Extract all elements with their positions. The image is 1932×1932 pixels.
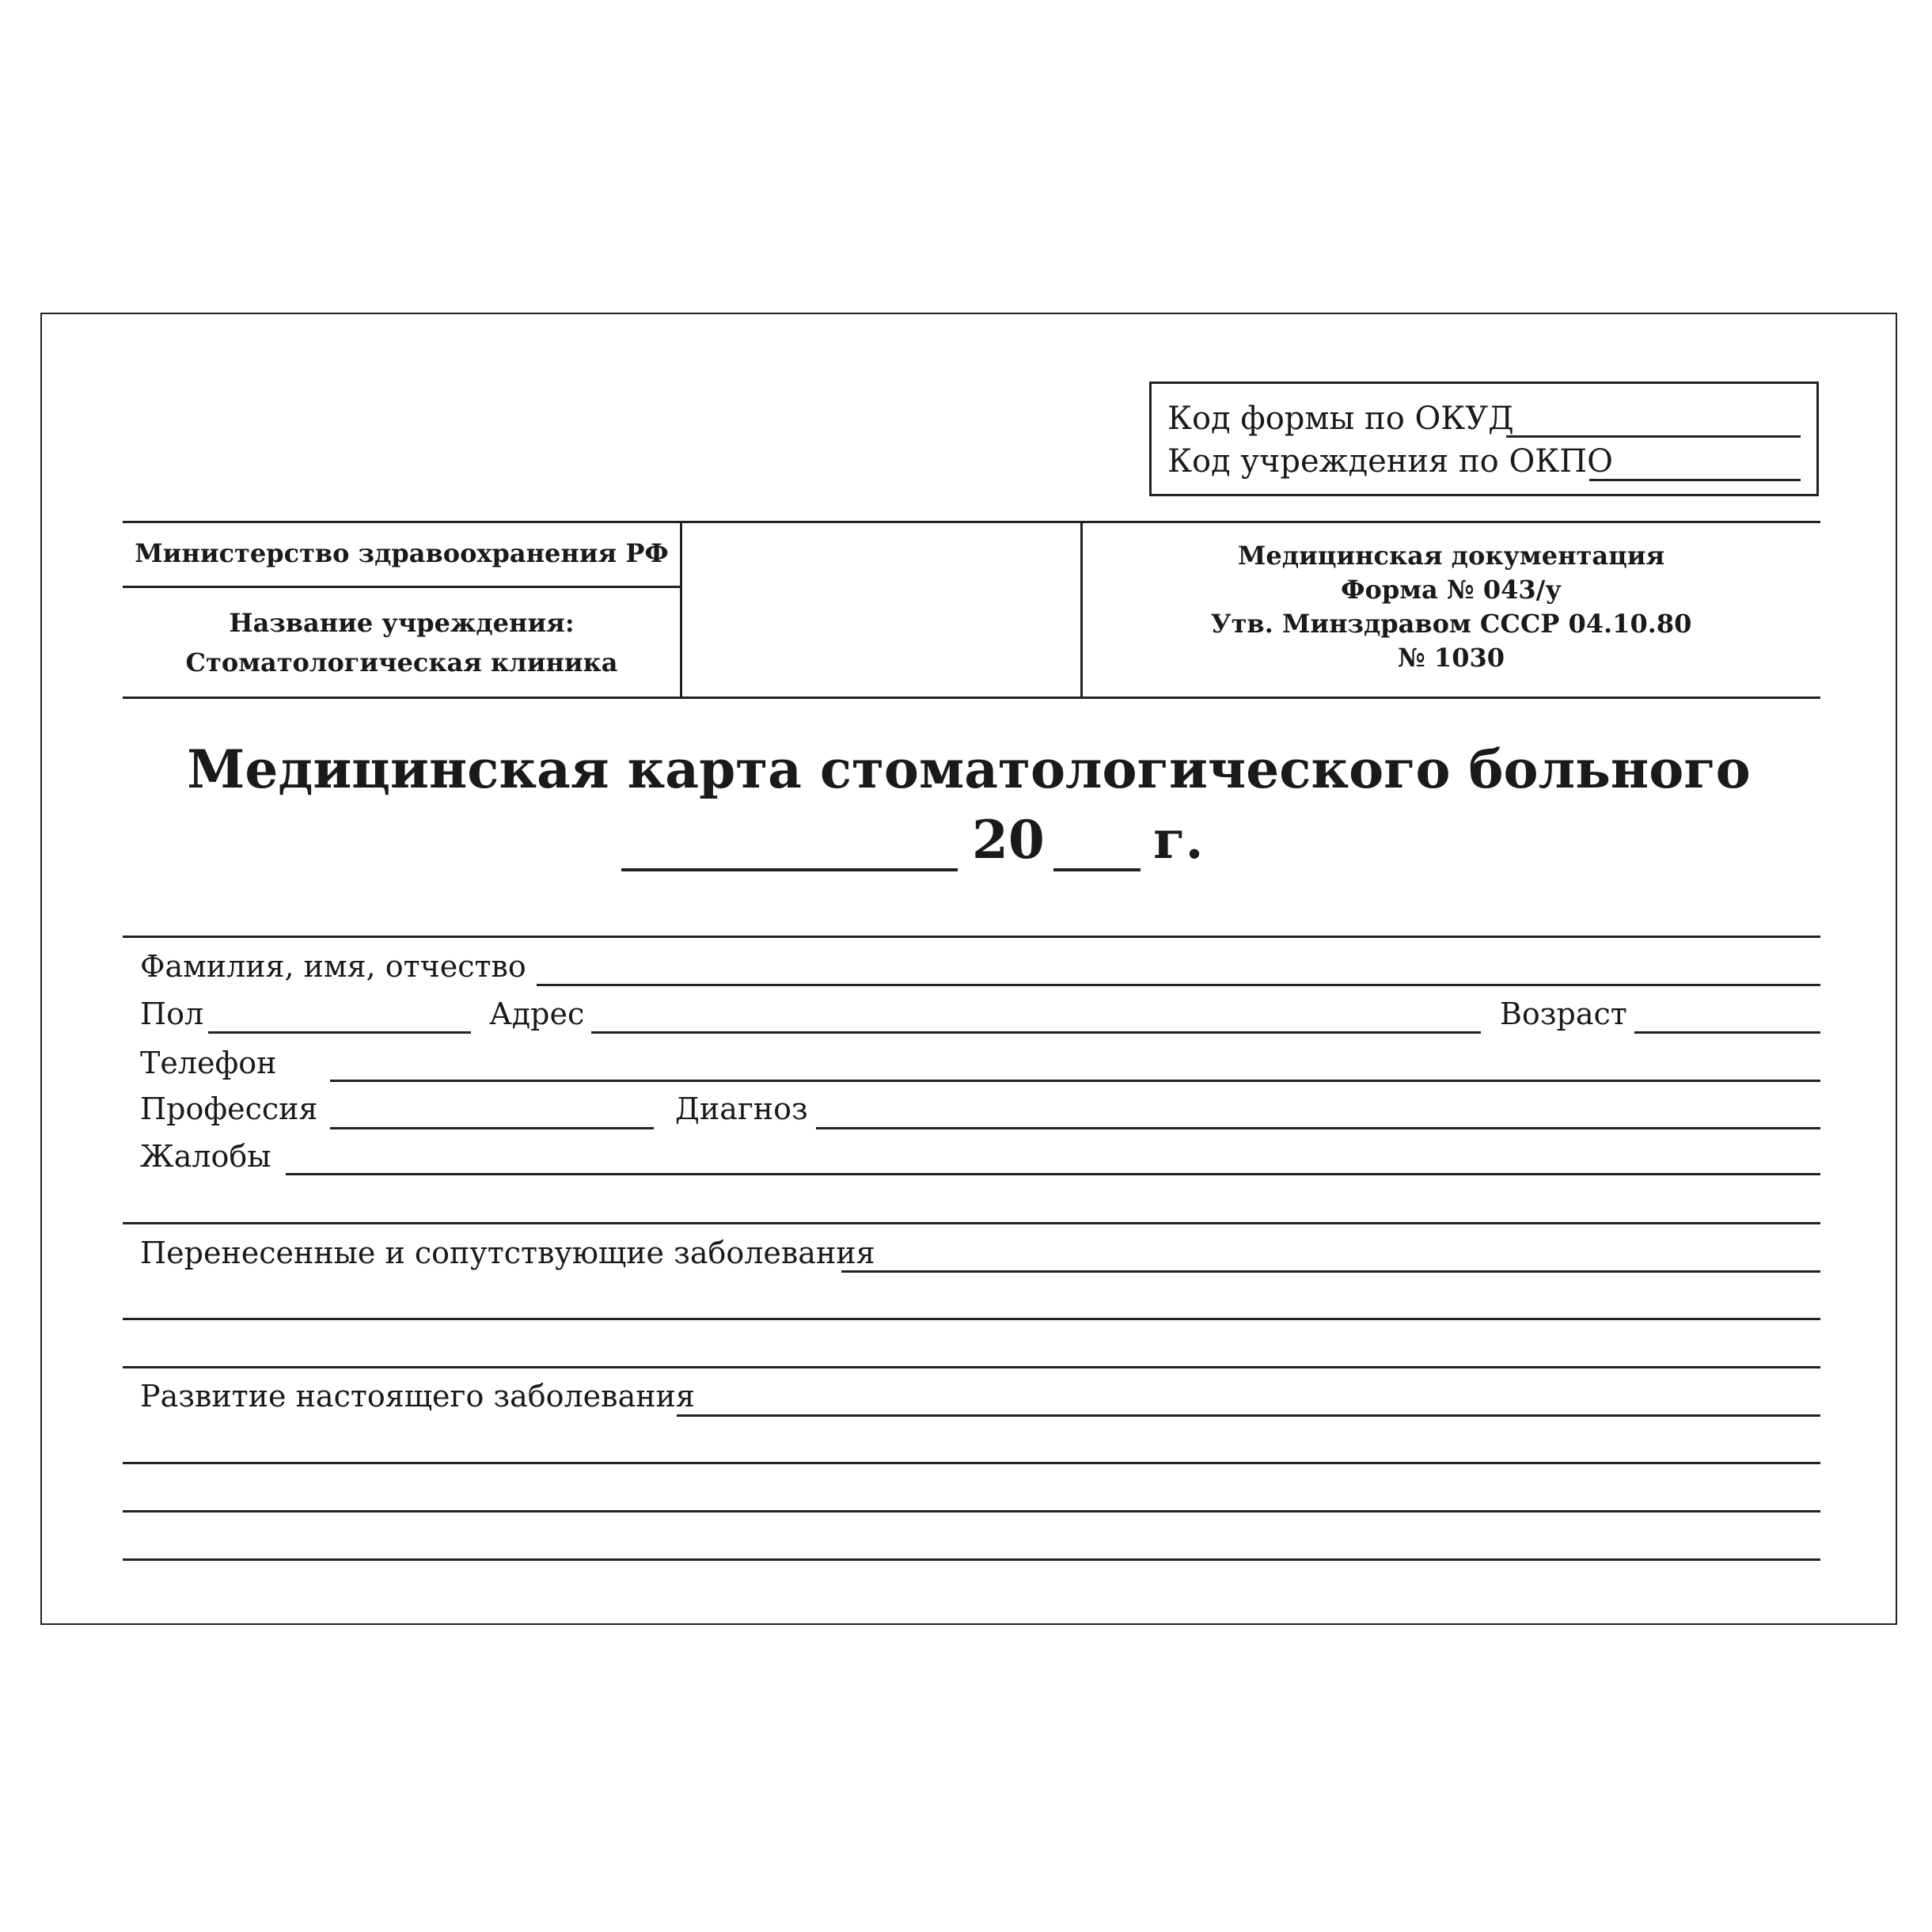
institution-label: Название учреждения: bbox=[229, 608, 575, 638]
age-field[interactable] bbox=[1634, 1031, 1820, 1034]
diagnosis-label: Диагноз bbox=[675, 1091, 808, 1126]
current-disease-top-rule bbox=[123, 1366, 1820, 1368]
okud-field[interactable] bbox=[1506, 435, 1801, 438]
approval-info: Утв. Минздравом СССР 04.10.80 bbox=[1210, 609, 1692, 639]
past-diseases-label: Перенесенные и сопутствующие заболевания bbox=[140, 1235, 875, 1270]
sex-label: Пол bbox=[140, 996, 204, 1031]
complaints-field[interactable] bbox=[286, 1173, 1820, 1175]
year-field[interactable] bbox=[1053, 868, 1141, 871]
institution-name: Стоматологическая клиника bbox=[185, 647, 618, 678]
profession-label: Профессия bbox=[140, 1091, 318, 1126]
header-top-rule bbox=[123, 521, 1820, 523]
complaints-label: Жалобы bbox=[140, 1139, 271, 1174]
okpo-field[interactable] bbox=[1589, 479, 1801, 481]
year-suffix: г. bbox=[1153, 809, 1204, 871]
address-label: Адрес bbox=[489, 996, 585, 1031]
form-number: Форма № 043/у bbox=[1341, 575, 1562, 605]
diagnosis-field[interactable] bbox=[816, 1127, 1820, 1129]
age-label: Возраст bbox=[1500, 996, 1627, 1031]
fields-top-rule bbox=[123, 936, 1820, 938]
address-field[interactable] bbox=[591, 1031, 1481, 1034]
past-diseases-field[interactable] bbox=[841, 1270, 1820, 1273]
full-name-label: Фамилия, имя, отчество bbox=[140, 949, 526, 984]
date-field[interactable] bbox=[621, 868, 958, 871]
sex-field[interactable] bbox=[208, 1031, 471, 1034]
header-left-divider bbox=[123, 586, 681, 588]
profession-field[interactable] bbox=[330, 1127, 654, 1129]
current-disease-line-3[interactable] bbox=[123, 1510, 1820, 1513]
page-title: Медицинская карта стоматологического больного bbox=[187, 738, 1751, 800]
okud-label: Код формы по ОКУД bbox=[1167, 400, 1514, 437]
current-disease-field[interactable] bbox=[677, 1414, 1820, 1417]
full-name-field[interactable] bbox=[537, 984, 1820, 986]
header-bottom-rule bbox=[123, 697, 1820, 699]
year-prefix: 20 bbox=[972, 809, 1045, 871]
okpo-label: Код учреждения по ОКПО bbox=[1167, 443, 1613, 480]
doc-type: Медицинская документация bbox=[1237, 541, 1665, 571]
phone-field[interactable] bbox=[330, 1080, 1820, 1082]
form-sheet bbox=[40, 313, 1897, 1625]
current-disease-label: Развитие настоящего заболевания bbox=[140, 1379, 695, 1414]
order-number: № 1030 bbox=[1398, 643, 1505, 673]
past-diseases-extra-line[interactable] bbox=[123, 1318, 1820, 1320]
complaints-extra-line[interactable] bbox=[123, 1222, 1820, 1224]
phone-label: Телефон bbox=[140, 1046, 277, 1080]
current-disease-line-2[interactable] bbox=[123, 1462, 1820, 1464]
current-disease-line-4[interactable] bbox=[123, 1558, 1820, 1561]
codes-box bbox=[1149, 381, 1819, 496]
ministry-name: Министерство здравоохранения РФ bbox=[135, 538, 669, 568]
